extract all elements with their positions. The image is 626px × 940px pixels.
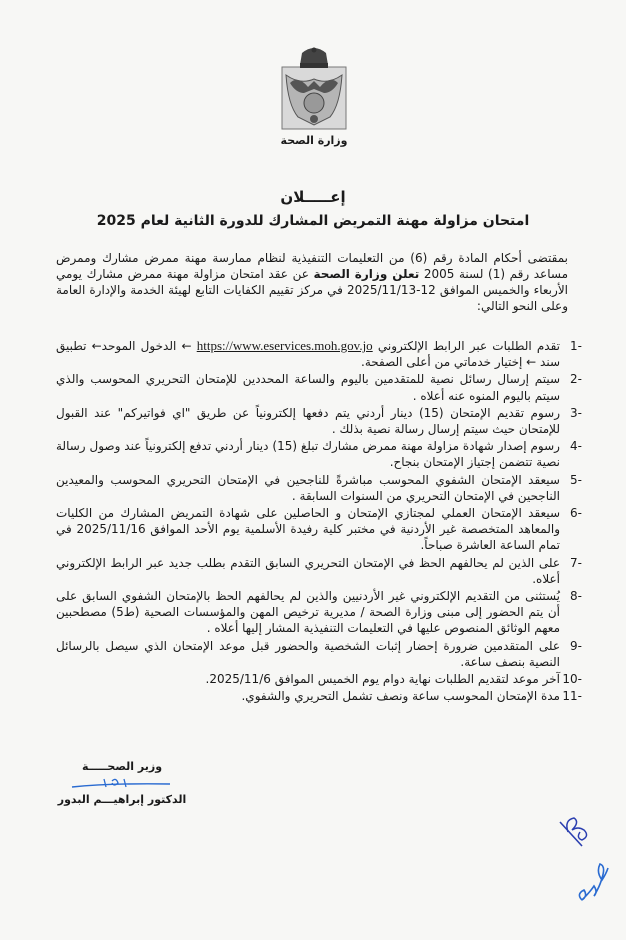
signature-scribble-icon <box>52 773 192 793</box>
document-title: امتحان مزاولة مهنة التمريض المشارك للدورة الثانية لعام 2025 <box>96 213 530 229</box>
item-text: يُستثنى من التقديم الإلكتروني غير الأردنيين والذين لم يحالفهم الحظ بالإمتحان الشفوي السابق على أن يتم الحضور إلى مبنى وزارة الصحة / مديرية ترخيص المهن والمؤسسات الصحية (ط5) مصطحبين معهم الوثائق المنصوص عليها في التعليمات التنفيذية المشار إليها أعلاه . <box>56 589 561 636</box>
list-item <box>56 405 582 437</box>
item-number: 5- <box>570 472 582 487</box>
item-text: على المتقدمين ضرورة إحضار إثبات الشخصية والحضور قبل موعد الإمتحان الذي سيصل بالرسائل النصية بنصف ساعة. <box>56 638 560 669</box>
signatory-name: الدكتور إبراهيـــم البدور <box>57 793 187 806</box>
coat-of-arms-icon <box>268 45 360 145</box>
item-number: 9- <box>570 638 582 653</box>
item-text: سيعقد الإمتحان العملي لمجتازي الإمتحان و الحاصلين على شهادة التمريض المشارك من الكليات والمعاهد المتخصصة غير الأردنية في مختبر كلية رفيدة الأسلمية يوم الأحد الموافق 2025/11/16 في تمام الساعة العاشرة صباحاً. <box>56 506 560 553</box>
intro-paragraph <box>56 250 568 314</box>
list-item <box>56 371 582 403</box>
item-number: 1- <box>570 339 582 353</box>
intro-text-part1: بمقتضى أحكام المادة رقم (6) من التعليمات التنفيذية لنظام ممارسة مهنة ممرض مشارك وممرض مساعد رقم (1) لسنة 2005 <box>56 251 568 281</box>
list-item <box>56 671 582 687</box>
item-text: تقدم الطلبات عبر الرابط الإلكتروني <box>372 339 560 353</box>
list-item <box>56 472 582 504</box>
list-item <box>56 438 582 470</box>
signature-block <box>52 760 192 806</box>
item-number: 8- <box>570 589 582 604</box>
announcement-heading: إعـــــلان <box>280 188 346 206</box>
item-text: سيتم إرسال رسائل نصية للمتقدمين باليوم والساعة المحددين للإمتحان التحريري المحوسب والذي سيتم باليوم المنوه عنه أعلاه . <box>56 372 560 403</box>
announcement-items <box>56 338 582 705</box>
handwritten-signature-icon <box>572 856 612 906</box>
intro-announcer: تعلن وزارة الصحة <box>313 267 420 281</box>
item-number: 10- <box>562 672 582 687</box>
list-item <box>56 638 582 670</box>
item-number: 3- <box>570 405 582 420</box>
item-number: 4- <box>570 439 582 454</box>
item-number: 2- <box>570 372 582 387</box>
emblem-caption: وزارة الصحة <box>280 134 348 147</box>
item-number: 6- <box>570 506 582 521</box>
eservices-link[interactable]: https://www.eservices.moh.gov.jo <box>196 338 373 353</box>
item-text: رسوم تقديم الإمتحان (15) دينار أردني يتم دفعها إلكترونياً عن طريق "اي فواتيركم" عند القبول للإمتحان حيث سيتم إرسال رسالة نصية بذلك . <box>56 405 561 437</box>
list-item <box>56 688 582 704</box>
item-text-cont: ← الدخول الموحد← تطبيق سند ← إختيار خدماتي من أعلى الصفحة. <box>56 339 560 370</box>
item-text: رسوم إصدار شهادة مزاولة مهنة ممرض مشارك تبلغ (15) دينار أردني تدفع إلكترونياً عند وصول رسالة نصية تتضمن إجتياز الإمتحان بنجاح. <box>56 439 560 470</box>
item-text: مدة الإمتحان المحوسب ساعة ونصف تشمل التحريري والشفوي. <box>241 689 560 704</box>
intro-text-part2: عن عقد امتحان مزاولة مهنة ممرض مشارك يومي الأربعاء والخميس الموافق 12-2025/11/13 في مركز تقييم الكفايات التابع لهيئة الخدمة والإدارة العامة وعلى النحو التالي: <box>56 267 568 313</box>
handwritten-initials-icon <box>556 812 596 852</box>
list-item <box>56 505 582 554</box>
item-text: سيعقد الإمتحان الشفوي المحوسب مباشرةً للناجحين في الإمتحان التحريري المحوسب والمعيدين الناجحين في الإمتحان التحريري من السنوات السابقة . <box>56 472 560 503</box>
signatory-title: وزير الصحـــــة <box>81 760 163 773</box>
item-text: على الذين لم يحالفهم الحظ في الإمتحان التحريري السابق التقدم بطلب جديد عبر الرابط الإلكتروني أعلاه. <box>56 555 560 586</box>
item-number: 7- <box>570 555 582 570</box>
list-item <box>56 588 582 637</box>
item-text: آخر موعد لتقديم الطلبات نهاية دوام يوم الخميس الموافق 2025/11/6. <box>205 672 560 687</box>
list-item <box>56 338 582 370</box>
list-item <box>56 555 582 587</box>
item-number: 11- <box>562 689 582 704</box>
ministry-emblem <box>268 45 360 145</box>
